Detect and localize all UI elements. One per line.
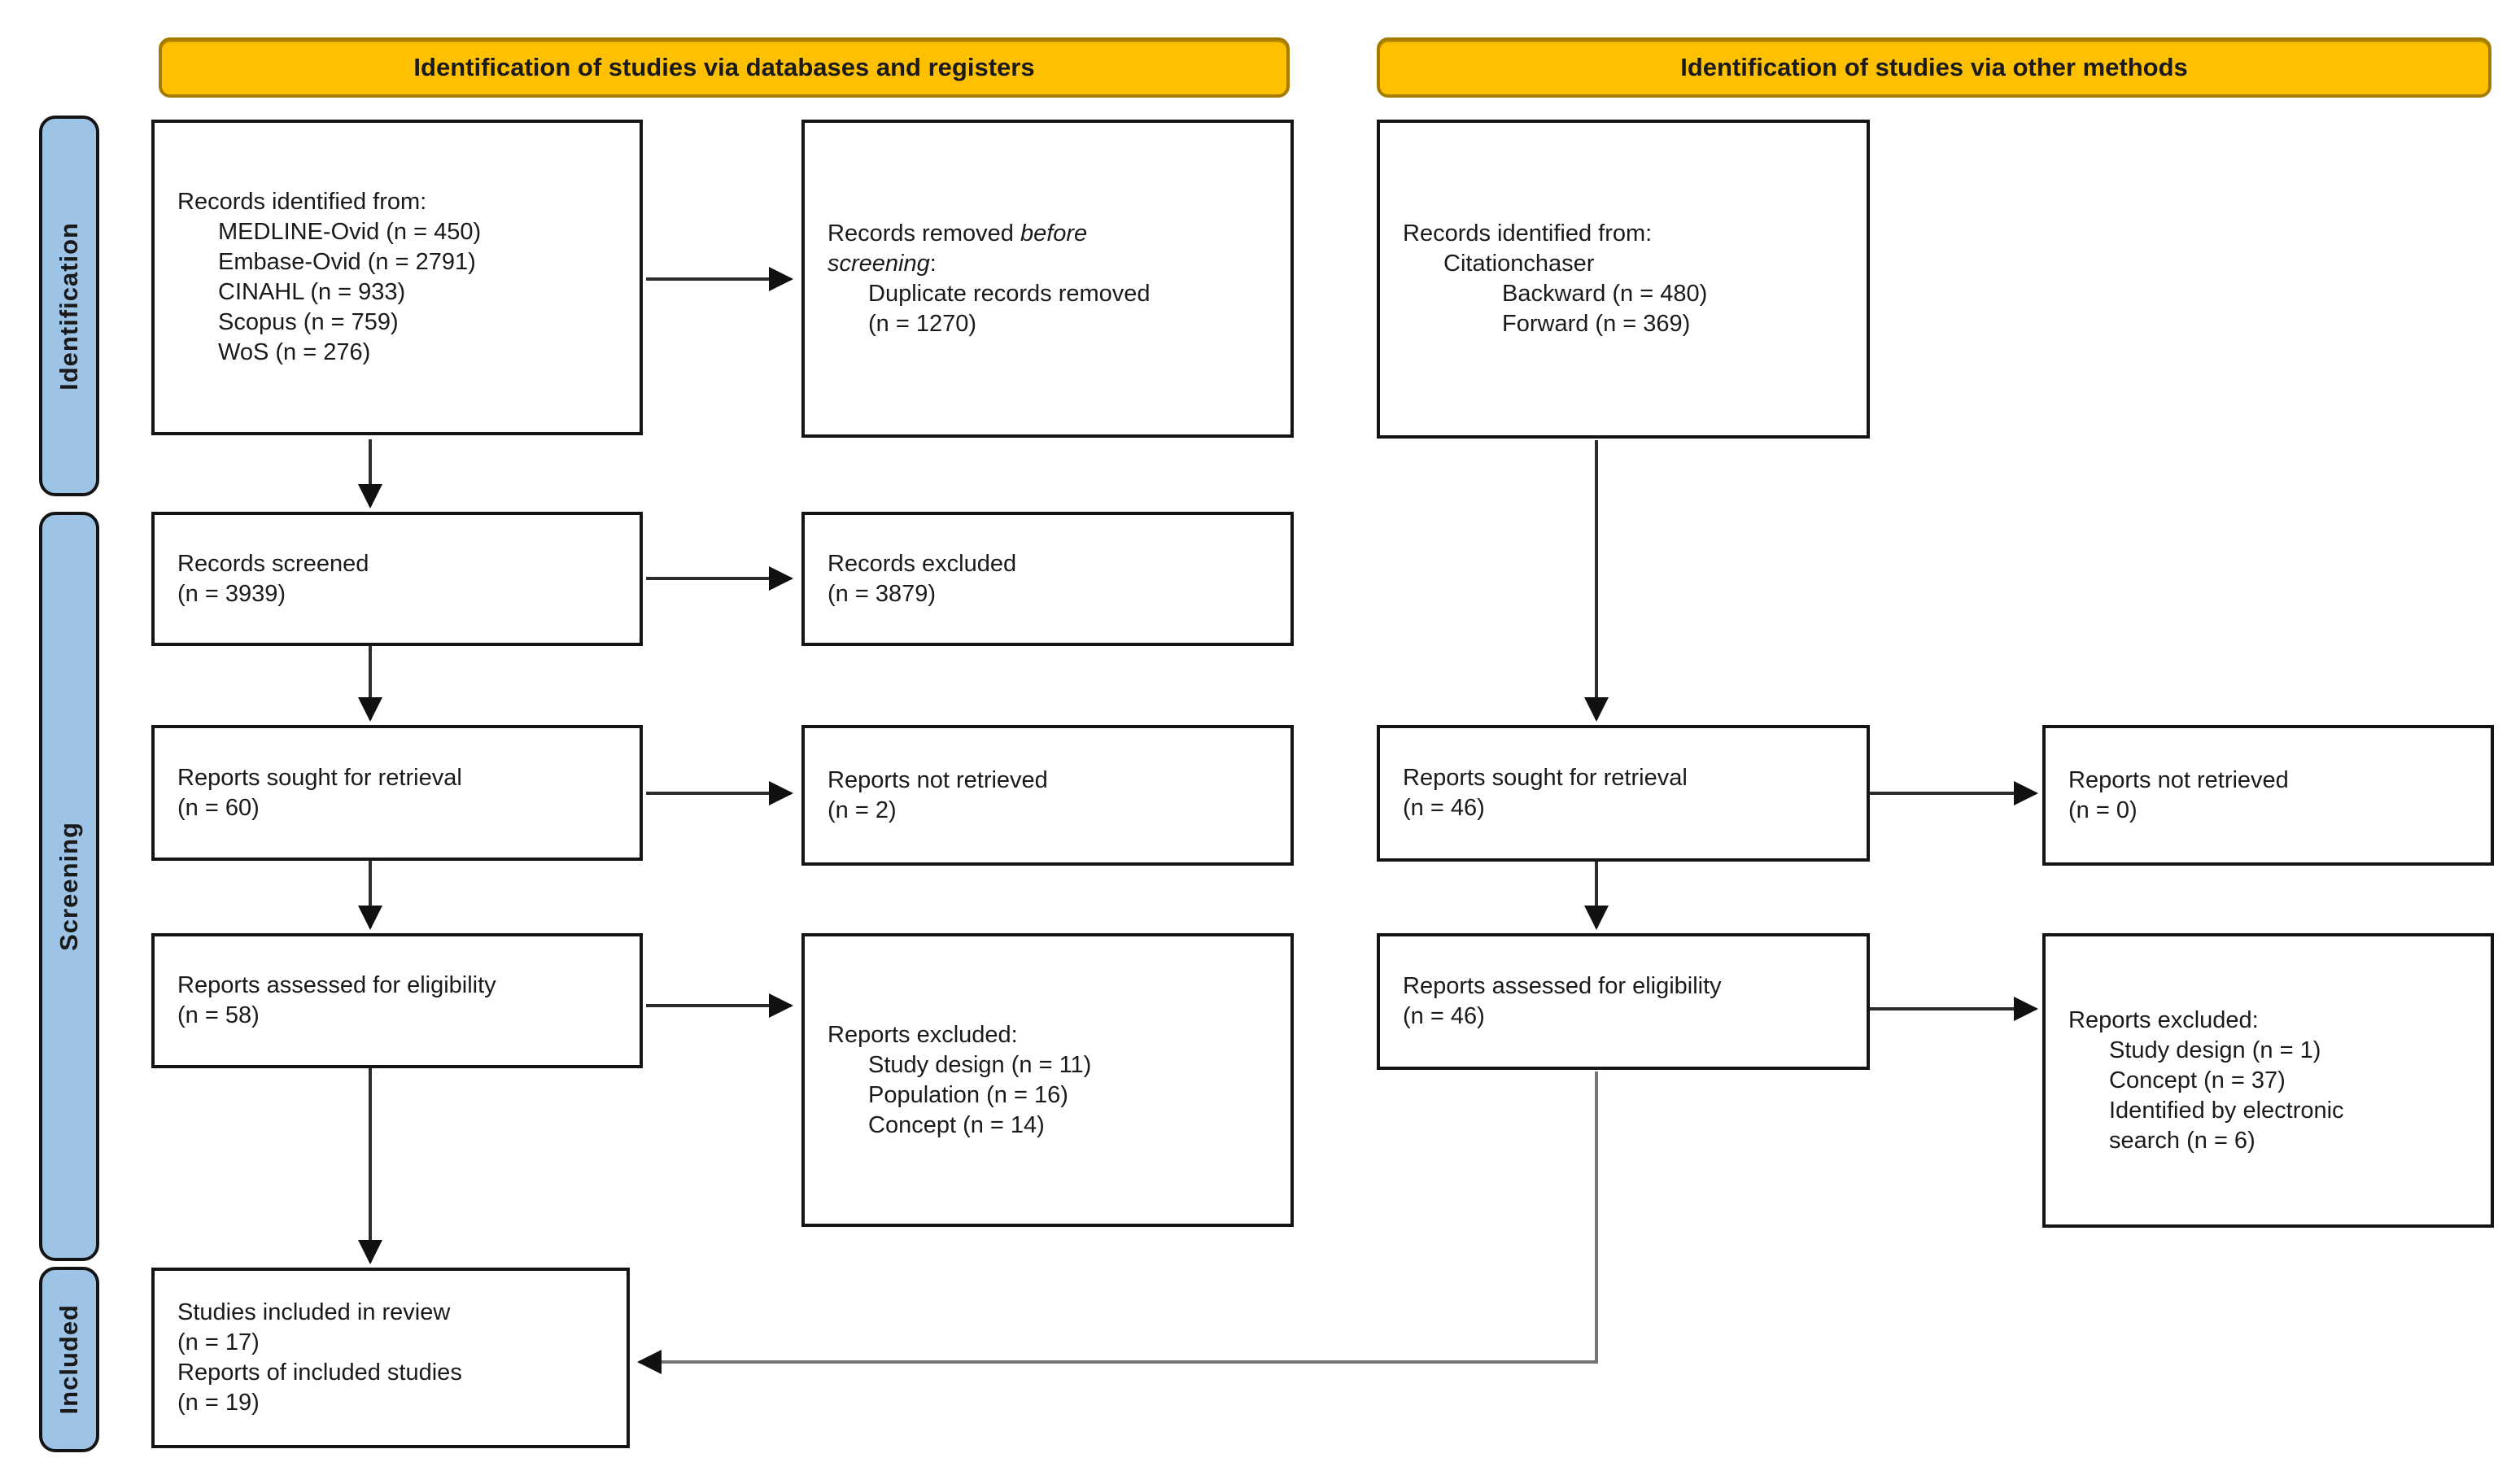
box-line: Embase-Ovid (n = 2791)	[218, 249, 476, 275]
box-line: Reports of included studies	[177, 1360, 462, 1386]
box-text	[2068, 1006, 2478, 1156]
box-text	[828, 766, 1277, 826]
box-records-identified-other-methods	[1377, 120, 1870, 439]
box-text	[828, 1020, 1277, 1141]
box-reports-not-retrieved-databases	[801, 725, 1294, 866]
box-text	[177, 1298, 614, 1418]
box-text	[2068, 766, 2478, 826]
box-reports-assessed-databases	[151, 933, 643, 1068]
box-line: Forward (n = 369)	[1502, 311, 1691, 337]
box-reports-sought-other	[1377, 725, 1870, 862]
box-records-removed-before-screening	[801, 120, 1294, 438]
box-line: (n = 46)	[1403, 1003, 1485, 1029]
box-studies-included-in-review	[151, 1268, 630, 1448]
box-line: (n = 60)	[177, 794, 260, 821]
box-reports-excluded-databases	[801, 933, 1294, 1227]
box-line: Backward (n = 480)	[1502, 281, 1708, 307]
box-text	[828, 549, 1277, 609]
box-line: CINAHL (n = 933)	[218, 279, 406, 305]
box-text	[177, 187, 627, 368]
box-records-screened	[151, 512, 643, 646]
box-line: (n = 17)	[177, 1329, 260, 1355]
box-reports-assessed-other	[1377, 933, 1870, 1070]
box-text	[1403, 219, 1854, 339]
box-line: Concept (n = 37)	[2109, 1067, 2286, 1093]
box-line: Population (n = 16)	[868, 1081, 1068, 1108]
box-text	[177, 763, 627, 823]
box-line: (n = 3939)	[177, 580, 286, 607]
header-identification-via-other-methods: Identification of studies via other methods	[1377, 37, 2491, 98]
box-line: Reports not retrieved	[2068, 766, 2289, 793]
box-line: (n = 19)	[177, 1390, 260, 1416]
box-text	[177, 549, 627, 609]
box-line: Concept (n = 14)	[868, 1111, 1045, 1138]
stage-bar-screening	[39, 512, 99, 1261]
box-line: (n = 3879)	[828, 580, 937, 607]
box-line: (n = 46)	[1403, 795, 1485, 821]
box-line: Reports sought for retrieval	[177, 764, 462, 791]
stage-label-included: Included	[55, 1304, 83, 1415]
box-line: Study design (n = 11)	[868, 1051, 1092, 1078]
box-line: (n = 0)	[2068, 797, 2138, 823]
box-text	[1403, 971, 1854, 1032]
box-line: Records removed before	[828, 220, 1088, 247]
box-line: Reports assessed for eligibility	[1403, 973, 1722, 999]
box-line: (n = 1270)	[868, 310, 977, 337]
box-line: Reports sought for retrieval	[1403, 765, 1688, 791]
stage-label-identification: Identification	[55, 221, 83, 391]
box-records-identified-databases	[151, 120, 643, 435]
box-line: Citationchaser	[1443, 251, 1595, 277]
box-line: screening:	[828, 250, 937, 277]
box-reports-sought-databases	[151, 725, 643, 861]
box-text	[177, 971, 627, 1031]
box-line: Reports not retrieved	[828, 766, 1048, 793]
box-line: (n = 2)	[828, 797, 897, 823]
box-line: Records screened	[177, 550, 369, 577]
box-line: Reports assessed for eligibility	[177, 972, 496, 998]
box-line: search (n = 6)	[2109, 1127, 2256, 1154]
header-identification-via-databases: Identification of studies via databases and registers	[159, 37, 1290, 98]
box-line: Duplicate records removed	[868, 280, 1151, 307]
stage-bar-included	[39, 1267, 99, 1452]
box-line: Records excluded	[828, 550, 1017, 577]
box-line: Records identified from:	[1403, 220, 1653, 247]
box-line: Reports excluded:	[2068, 1006, 2259, 1033]
box-line: Scopus (n = 759)	[218, 309, 399, 335]
box-line: WoS (n = 276)	[218, 339, 371, 365]
stage-label-screening: Screening	[55, 822, 83, 951]
box-line: Study design (n = 1)	[2109, 1037, 2321, 1063]
box-line: Records identified from:	[177, 189, 427, 215]
box-line: Reports excluded:	[828, 1021, 1018, 1048]
box-reports-not-retrieved-other	[2042, 725, 2494, 866]
box-line: MEDLINE-Ovid (n = 450)	[218, 219, 482, 245]
box-text	[828, 219, 1277, 339]
box-line: Identified by electronic	[2109, 1097, 2344, 1124]
box-records-excluded	[801, 512, 1294, 646]
box-text	[1403, 763, 1854, 823]
box-reports-excluded-other	[2042, 933, 2494, 1228]
stage-bar-identification	[39, 116, 99, 496]
box-line: (n = 58)	[177, 1002, 260, 1028]
box-line: Studies included in review	[177, 1299, 451, 1325]
